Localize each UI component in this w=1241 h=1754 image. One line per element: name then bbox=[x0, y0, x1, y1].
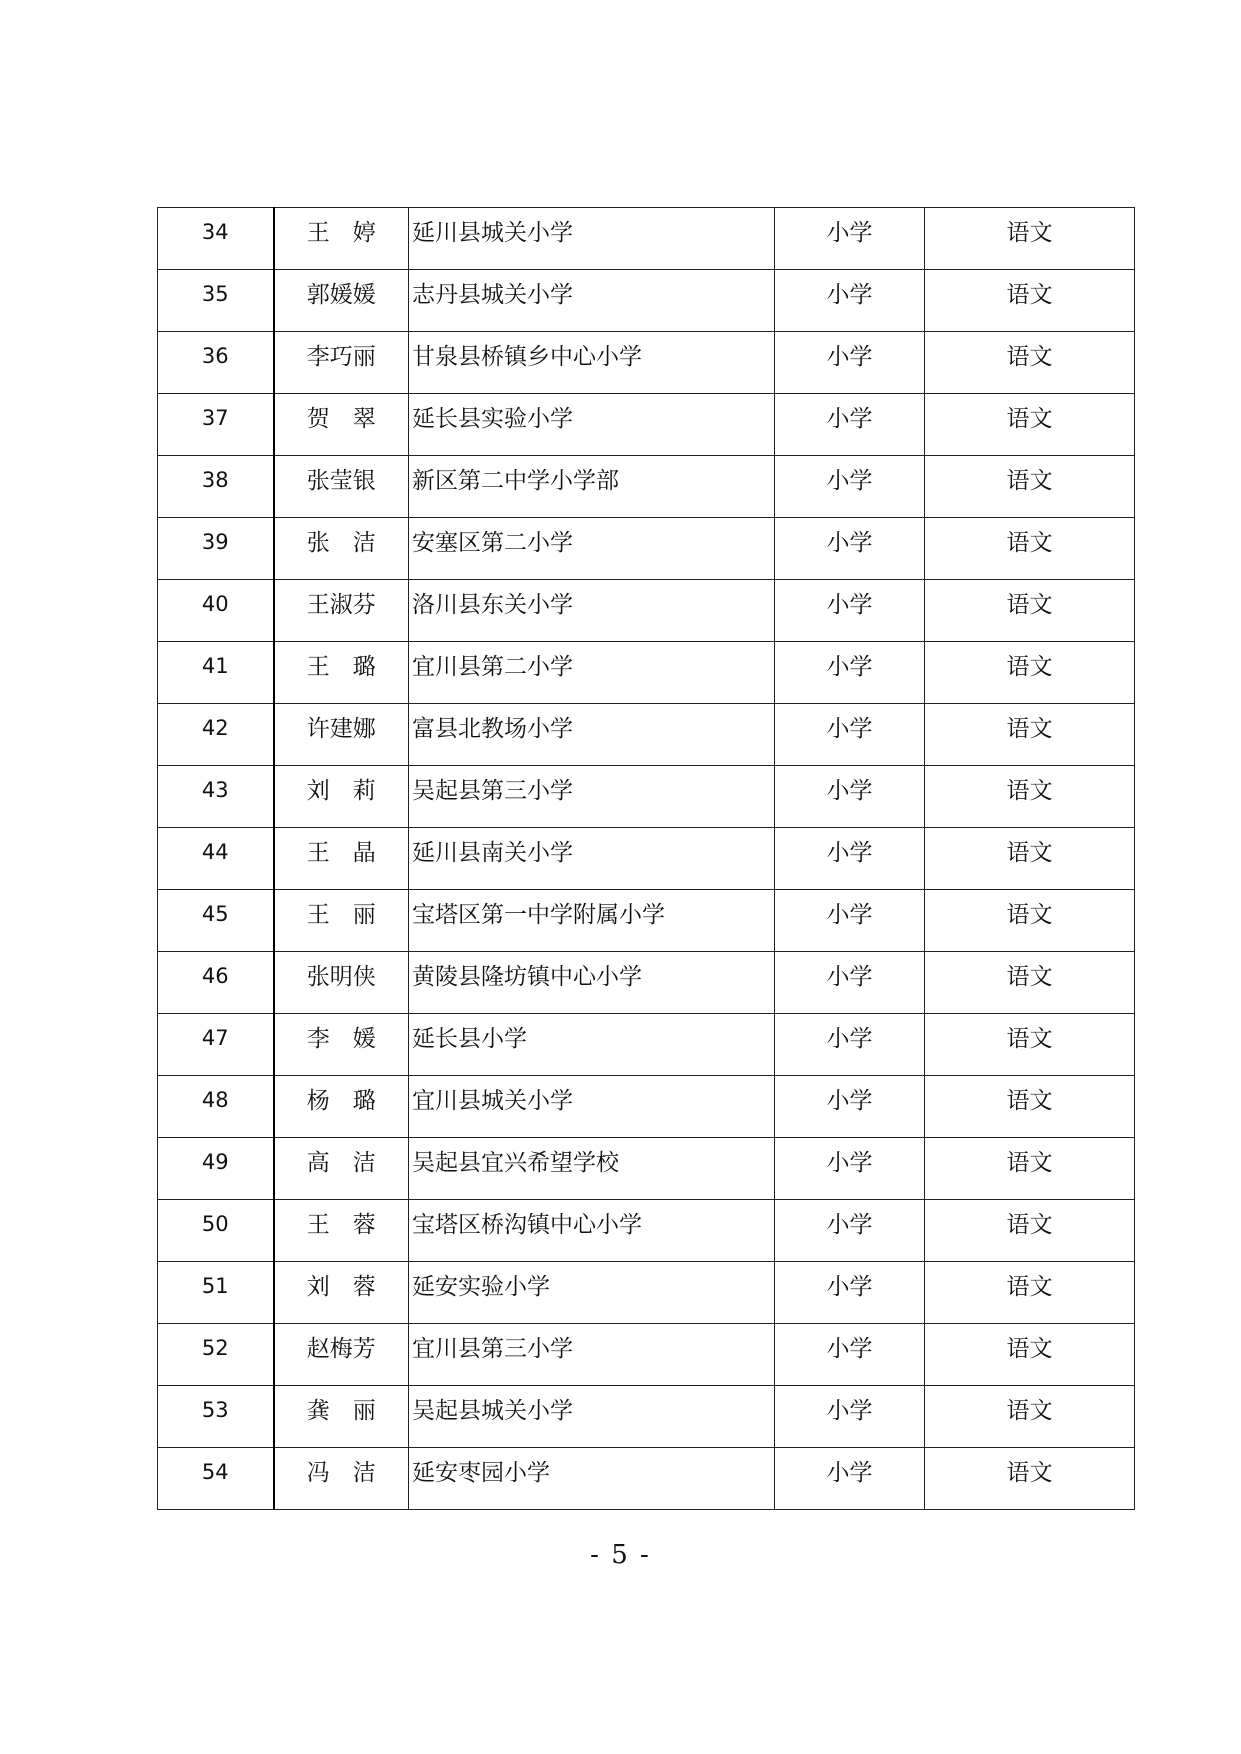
school-level-cell bbox=[775, 1262, 925, 1324]
subject-cell bbox=[925, 580, 1135, 642]
row-number-cell bbox=[158, 1014, 274, 1076]
school-level: 小学 bbox=[826, 1150, 873, 1176]
school-name: 黄陵县隆坊镇中心小学 bbox=[412, 964, 642, 990]
subject: 语文 bbox=[1006, 654, 1053, 680]
row-number: 43 bbox=[201, 778, 229, 802]
row-number: 41 bbox=[201, 654, 229, 678]
subject-cell bbox=[925, 270, 1135, 332]
school-name-cell bbox=[409, 642, 775, 704]
teacher-name: 张莹银 bbox=[306, 468, 376, 494]
subject-cell bbox=[925, 1138, 1135, 1200]
subject-cell bbox=[925, 1324, 1135, 1386]
teacher-name-cell bbox=[274, 1386, 409, 1448]
row-number-cell bbox=[158, 332, 274, 394]
school-name: 宝塔区桥沟镇中心小学 bbox=[412, 1212, 642, 1238]
roster-table bbox=[157, 207, 1135, 1510]
school-name: 延长县小学 bbox=[412, 1026, 527, 1052]
row-number: 49 bbox=[201, 1150, 229, 1174]
teacher-name: 刘 蓉 bbox=[306, 1274, 376, 1300]
row-number-cell bbox=[158, 1262, 274, 1324]
subject: 语文 bbox=[1006, 1460, 1053, 1486]
school-level-cell bbox=[775, 828, 925, 890]
school-level: 小学 bbox=[826, 654, 873, 680]
teacher-name-cell bbox=[274, 394, 409, 456]
school-name: 宜川县第三小学 bbox=[412, 1336, 573, 1362]
row-number: 50 bbox=[201, 1212, 229, 1236]
school-name-cell bbox=[409, 828, 775, 890]
school-level: 小学 bbox=[826, 1274, 873, 1300]
row-number-cell bbox=[158, 1324, 274, 1386]
school-name: 吴起县宜兴希望学校 bbox=[412, 1150, 619, 1176]
subject-cell bbox=[925, 1448, 1135, 1510]
teacher-name-cell bbox=[274, 1138, 409, 1200]
subject-cell bbox=[925, 394, 1135, 456]
subject: 语文 bbox=[1006, 406, 1053, 432]
subject-cell bbox=[925, 1076, 1135, 1138]
school-level-cell bbox=[775, 704, 925, 766]
school-level: 小学 bbox=[826, 1460, 873, 1486]
school-level: 小学 bbox=[826, 592, 873, 618]
page-number: - 5 - bbox=[590, 1540, 651, 1570]
school-name-cell bbox=[409, 394, 775, 456]
school-level-cell bbox=[775, 332, 925, 394]
teacher-name: 许建娜 bbox=[306, 716, 376, 742]
row-number-cell bbox=[158, 642, 274, 704]
school-name-cell bbox=[409, 766, 775, 828]
table-row bbox=[158, 580, 1135, 642]
school-name: 延安枣园小学 bbox=[412, 1460, 550, 1486]
table-row bbox=[158, 270, 1135, 332]
school-level-cell bbox=[775, 1014, 925, 1076]
subject: 语文 bbox=[1006, 220, 1053, 246]
school-level-cell bbox=[775, 580, 925, 642]
table-row bbox=[158, 828, 1135, 890]
teacher-name: 张明侠 bbox=[306, 964, 376, 990]
row-number-cell bbox=[158, 394, 274, 456]
school-level-cell bbox=[775, 1138, 925, 1200]
teacher-name-cell bbox=[274, 1324, 409, 1386]
teacher-name: 李巧丽 bbox=[306, 344, 376, 370]
school-level: 小学 bbox=[826, 716, 873, 742]
table-row bbox=[158, 456, 1135, 518]
school-level: 小学 bbox=[826, 840, 873, 866]
subject: 语文 bbox=[1006, 592, 1053, 618]
teacher-name: 李 媛 bbox=[306, 1026, 376, 1052]
school-level: 小学 bbox=[826, 530, 873, 556]
row-number: 54 bbox=[201, 1460, 229, 1484]
table-row bbox=[158, 1138, 1135, 1200]
teacher-name-cell bbox=[274, 766, 409, 828]
subject: 语文 bbox=[1006, 530, 1053, 556]
subject: 语文 bbox=[1006, 964, 1053, 990]
teacher-name: 王淑芬 bbox=[306, 592, 376, 618]
subject-cell bbox=[925, 704, 1135, 766]
table-row bbox=[158, 208, 1135, 270]
table-row bbox=[158, 1076, 1135, 1138]
teacher-name-cell bbox=[274, 890, 409, 952]
teacher-name-cell bbox=[274, 580, 409, 642]
school-name: 宜川县城关小学 bbox=[412, 1088, 573, 1114]
row-number: 39 bbox=[201, 530, 229, 554]
teacher-name-cell bbox=[274, 1200, 409, 1262]
school-level: 小学 bbox=[826, 282, 873, 308]
row-number: 48 bbox=[201, 1088, 229, 1112]
subject-cell bbox=[925, 1200, 1135, 1262]
school-level-cell bbox=[775, 1386, 925, 1448]
school-level-cell bbox=[775, 1324, 925, 1386]
school-level-cell bbox=[775, 766, 925, 828]
row-number: 53 bbox=[201, 1398, 229, 1422]
school-level: 小学 bbox=[826, 778, 873, 804]
school-level: 小学 bbox=[826, 220, 873, 246]
teacher-name: 龚 丽 bbox=[306, 1398, 376, 1424]
subject: 语文 bbox=[1006, 1212, 1053, 1238]
table-row bbox=[158, 952, 1135, 1014]
teacher-name-cell bbox=[274, 208, 409, 270]
row-number: 52 bbox=[201, 1336, 229, 1360]
row-number: 37 bbox=[201, 406, 229, 430]
table-row bbox=[158, 890, 1135, 952]
school-name: 吴起县第三小学 bbox=[412, 778, 573, 804]
school-name: 宝塔区第一中学附属小学 bbox=[412, 902, 665, 928]
school-name: 宜川县第二小学 bbox=[412, 654, 573, 680]
subject-cell bbox=[925, 518, 1135, 580]
school-level-cell bbox=[775, 1200, 925, 1262]
school-level-cell bbox=[775, 456, 925, 518]
school-name-cell bbox=[409, 1324, 775, 1386]
row-number-cell bbox=[158, 1386, 274, 1448]
subject-cell bbox=[925, 332, 1135, 394]
table-row bbox=[158, 394, 1135, 456]
row-number: 40 bbox=[201, 592, 229, 616]
teacher-name-cell bbox=[274, 1448, 409, 1510]
teacher-name-cell bbox=[274, 518, 409, 580]
row-number-cell bbox=[158, 1448, 274, 1510]
school-level: 小学 bbox=[826, 1398, 873, 1424]
teacher-name-cell bbox=[274, 1014, 409, 1076]
school-level-cell bbox=[775, 1076, 925, 1138]
school-name-cell bbox=[409, 1448, 775, 1510]
roster-table-container bbox=[157, 207, 1134, 1510]
school-level: 小学 bbox=[826, 1336, 873, 1362]
school-name-cell bbox=[409, 1138, 775, 1200]
teacher-name-cell bbox=[274, 952, 409, 1014]
school-name: 富县北教场小学 bbox=[412, 716, 573, 742]
table-row bbox=[158, 1262, 1135, 1324]
subject-cell bbox=[925, 890, 1135, 952]
table-row bbox=[158, 1324, 1135, 1386]
school-name: 安塞区第二小学 bbox=[412, 530, 573, 556]
row-number: 45 bbox=[201, 902, 229, 926]
school-level-cell bbox=[775, 642, 925, 704]
teacher-name: 郭媛媛 bbox=[306, 282, 376, 308]
school-level-cell bbox=[775, 518, 925, 580]
roster-table-body bbox=[158, 208, 1135, 1510]
row-number: 42 bbox=[201, 716, 229, 740]
subject: 语文 bbox=[1006, 282, 1053, 308]
school-name-cell bbox=[409, 456, 775, 518]
school-name: 延川县城关小学 bbox=[412, 220, 573, 246]
school-name-cell bbox=[409, 580, 775, 642]
teacher-name: 王 婷 bbox=[306, 220, 376, 246]
teacher-name: 王 晶 bbox=[306, 840, 376, 866]
subject: 语文 bbox=[1006, 1026, 1053, 1052]
school-level: 小学 bbox=[826, 1026, 873, 1052]
subject-cell bbox=[925, 1014, 1135, 1076]
school-name: 洛川县东关小学 bbox=[412, 592, 573, 618]
row-number: 51 bbox=[201, 1274, 229, 1298]
table-row bbox=[158, 1386, 1135, 1448]
school-name: 延川县南关小学 bbox=[412, 840, 573, 866]
subject: 语文 bbox=[1006, 1274, 1053, 1300]
school-level: 小学 bbox=[826, 902, 873, 928]
teacher-name-cell bbox=[274, 642, 409, 704]
school-level: 小学 bbox=[826, 344, 873, 370]
teacher-name-cell bbox=[274, 332, 409, 394]
school-name: 甘泉县桥镇乡中心小学 bbox=[412, 344, 642, 370]
row-number-cell bbox=[158, 270, 274, 332]
school-name-cell bbox=[409, 1200, 775, 1262]
teacher-name: 贺 翠 bbox=[306, 406, 376, 432]
subject: 语文 bbox=[1006, 1150, 1053, 1176]
school-name: 吴起县城关小学 bbox=[412, 1398, 573, 1424]
school-level: 小学 bbox=[826, 1212, 873, 1238]
school-level: 小学 bbox=[826, 406, 873, 432]
table-row bbox=[158, 1448, 1135, 1510]
row-number-cell bbox=[158, 208, 274, 270]
school-name-cell bbox=[409, 1386, 775, 1448]
school-level-cell bbox=[775, 394, 925, 456]
row-number: 44 bbox=[201, 840, 229, 864]
row-number-cell bbox=[158, 580, 274, 642]
school-name-cell bbox=[409, 208, 775, 270]
teacher-name-cell bbox=[274, 456, 409, 518]
subject-cell bbox=[925, 1386, 1135, 1448]
school-name: 延安实验小学 bbox=[412, 1274, 550, 1300]
subject-cell bbox=[925, 456, 1135, 518]
school-name: 延长县实验小学 bbox=[412, 406, 573, 432]
school-level-cell bbox=[775, 1448, 925, 1510]
row-number-cell bbox=[158, 704, 274, 766]
school-name-cell bbox=[409, 1262, 775, 1324]
teacher-name-cell bbox=[274, 704, 409, 766]
table-row bbox=[158, 332, 1135, 394]
row-number-cell bbox=[158, 828, 274, 890]
school-name-cell bbox=[409, 1076, 775, 1138]
table-row bbox=[158, 766, 1135, 828]
school-level: 小学 bbox=[826, 964, 873, 990]
row-number: 38 bbox=[201, 468, 229, 492]
subject: 语文 bbox=[1006, 468, 1053, 494]
subject: 语文 bbox=[1006, 344, 1053, 370]
subject: 语文 bbox=[1006, 778, 1053, 804]
teacher-name-cell bbox=[274, 1262, 409, 1324]
teacher-name: 张 洁 bbox=[306, 530, 376, 556]
teacher-name: 王 璐 bbox=[306, 654, 376, 680]
row-number: 35 bbox=[201, 282, 229, 306]
subject: 语文 bbox=[1006, 1398, 1053, 1424]
school-name-cell bbox=[409, 332, 775, 394]
row-number-cell bbox=[158, 456, 274, 518]
teacher-name: 赵梅芳 bbox=[306, 1336, 376, 1362]
row-number: 34 bbox=[201, 220, 229, 244]
table-row bbox=[158, 1200, 1135, 1262]
teacher-name: 冯 洁 bbox=[306, 1460, 376, 1486]
school-name-cell bbox=[409, 952, 775, 1014]
teacher-name: 王 丽 bbox=[306, 902, 376, 928]
row-number-cell bbox=[158, 1076, 274, 1138]
school-name-cell bbox=[409, 270, 775, 332]
row-number-cell bbox=[158, 1138, 274, 1200]
subject-cell bbox=[925, 642, 1135, 704]
teacher-name: 高 洁 bbox=[306, 1150, 376, 1176]
school-level-cell bbox=[775, 890, 925, 952]
subject-cell bbox=[925, 1262, 1135, 1324]
teacher-name: 刘 莉 bbox=[306, 778, 376, 804]
teacher-name-cell bbox=[274, 270, 409, 332]
subject-cell bbox=[925, 766, 1135, 828]
teacher-name: 杨 璐 bbox=[306, 1088, 376, 1114]
school-name: 志丹县城关小学 bbox=[412, 282, 573, 308]
row-number-cell bbox=[158, 1200, 274, 1262]
school-name-cell bbox=[409, 704, 775, 766]
teacher-name-cell bbox=[274, 1076, 409, 1138]
table-row bbox=[158, 518, 1135, 580]
subject-cell bbox=[925, 208, 1135, 270]
table-row bbox=[158, 704, 1135, 766]
subject-cell bbox=[925, 828, 1135, 890]
row-number-cell bbox=[158, 890, 274, 952]
school-name-cell bbox=[409, 1014, 775, 1076]
subject: 语文 bbox=[1006, 902, 1053, 928]
row-number: 46 bbox=[201, 964, 229, 988]
school-level: 小学 bbox=[826, 1088, 873, 1114]
school-level-cell bbox=[775, 952, 925, 1014]
row-number: 47 bbox=[201, 1026, 229, 1050]
school-level-cell bbox=[775, 270, 925, 332]
row-number-cell bbox=[158, 766, 274, 828]
subject: 语文 bbox=[1006, 716, 1053, 742]
school-level: 小学 bbox=[826, 468, 873, 494]
subject: 语文 bbox=[1006, 1088, 1053, 1114]
subject: 语文 bbox=[1006, 1336, 1053, 1362]
school-name: 新区第二中学小学部 bbox=[412, 468, 619, 494]
row-number-cell bbox=[158, 518, 274, 580]
table-row bbox=[158, 1014, 1135, 1076]
row-number: 36 bbox=[201, 344, 229, 368]
row-number-cell bbox=[158, 952, 274, 1014]
subject-cell bbox=[925, 952, 1135, 1014]
school-level-cell bbox=[775, 208, 925, 270]
table-row bbox=[158, 642, 1135, 704]
teacher-name: 王 蓉 bbox=[306, 1212, 376, 1238]
school-name-cell bbox=[409, 890, 775, 952]
teacher-name-cell bbox=[274, 828, 409, 890]
subject: 语文 bbox=[1006, 840, 1053, 866]
school-name-cell bbox=[409, 518, 775, 580]
